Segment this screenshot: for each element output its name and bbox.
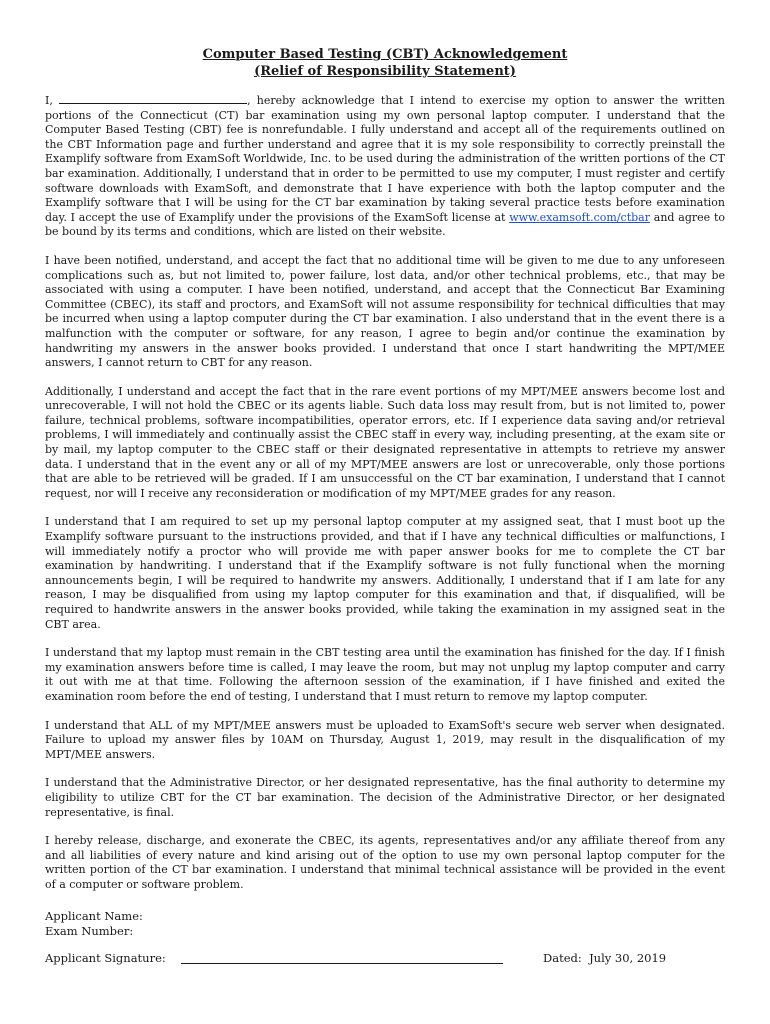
paragraph-text-end: and agree to be bound by its terms and conditions, which are listed on their website.: [45, 210, 725, 239]
paragraph-laptop-area: I understand that my laptop must remain in the CBT testing area until the examination has finished for the day. If I finish my examination answers before time is called, I may leave the room, but may not unplug my laptop computer and carry it out with me at that time. Following the afternoon session of the examination, if I have finished and exited the examination room before the end of testing, I understand that I must return to remove my laptop computer.: [45, 646, 725, 703]
signature-line: [181, 963, 503, 964]
signature-row: [45, 951, 725, 967]
dated-value: July 30, 2019: [589, 950, 667, 965]
applicant-name-label: Applicant Name:: [45, 908, 143, 923]
document-subtitle: (Relief of Responsibility Statement): [254, 64, 516, 79]
paragraph-text-start: I,: [45, 94, 60, 107]
document-body: [45, 93, 725, 893]
paragraph-text-middle: , hereby acknowledge that I intend to exercise my option to answer the written portions of the Connecticut (CT) bar examination using my own personal laptop computer. I understand that the Computer Based Testing (CBT) fee is nonrefundable. I fully understand and accept all of the requirements outlined on the CBT Information page and further understand and agree that it is my sole responsibility to correctly preinstall the Examplify software from ExamSoft Worldwide, Inc. to be used during the administration of the written portions of the CT bar examination. Additionally, I understand that in order to be permitted to use my computer, I must register and certify software downloads with ExamSoft, and demonstrate that I have experience with both the laptop computer and the Examplify software that I will be using for the CT bar examination by taking several practice tests before examination day. I accept the use of Examplify under the provisions of the ExamSoft license at: [45, 94, 726, 224]
paragraph-data-loss: Additionally, I understand and accept the fact that in the rare event portions of my MPT/MEE answers become lost and unrecoverable, I will not hold the CBEC or its agents liable. Such data loss may result from, but is not limited to, power failure, technical problems, software incompatibilities, operator errors, etc. If I experience data saving and/or retrieval problems, I will immediately and continually assist the CBEC staff in every way, including presenting, at the exam site or by mail, my laptop computer to the CBEC staff or their designated representative in attempts to retrieve my answer data. I understand that in the event any or all of my MPT/MEE answers are lost or unrecoverable, only those portions that are able to be retrieved will be graded. If I am unsuccessful on the CT bar examination, I understand that I cannot request, nor will I receive any reconsideration or modification of my MPT/MEE grades for any reason.: [45, 384, 725, 500]
applicant-fields: [45, 909, 725, 939]
dated-label: Dated:: [543, 950, 582, 965]
name-blank-line: [59, 93, 247, 104]
paragraph-setup: I understand that I am required to set up my personal laptop computer at my assigned seat, that I must boot up the Examplify software pursuant to the instructions provided, and that if I have any technical difficulties or malfunctions, I will immediately notify a proctor who will provide me with paper answer books for me to complete the CT bar examination by handwriting. I understand that if the Examplify software is not fully functional when the morning announcements begin, I will be required to handwrite my answers. Additionally, I understand that if I am late for any reason, I may be disqualified from using my laptop computer for this examination and that, if disqualified, will be required to handwrite answers in the answer books provided, while taking the examination in my assigned seat in the CBT area.: [45, 515, 725, 631]
signature-label: Applicant Signature:: [45, 950, 166, 965]
paragraph-no-additional-time: I have been notified, understand, and accept the fact that no additional time will be given to me due to any unforeseen complications such as, but not limited to, power failure, lost data, and/or other technical problems, etc., that may be associated with using a computer. I have been notified, understand, and accept that the Connecticut Bar Examining Committee (CBEC), its staff and proctors, and ExamSoft will not assume responsibility for technical difficulties that may be incurred when using a laptop computer during the CT bar examination. I also understand that in the event there is a malfunction with the computer or software, for any reason, I agree to begin and/or continue the examination by handwriting my answers in the answer books provided. I understand that once I start handwriting the MPT/MEE answers, I cannot return to CBT for any reason.: [45, 253, 725, 370]
exam-number-label: Exam Number:: [45, 923, 134, 938]
dated-field: [543, 951, 666, 965]
document-page: [45, 46, 725, 967]
document-title: Computer Based Testing (CBT) Acknowledgement: [202, 47, 568, 62]
examsoft-link[interactable]: www.examsoft.com/ctbar: [509, 210, 650, 224]
paragraph-acknowledgement: [45, 93, 725, 240]
paragraph-upload: I understand that ALL of my MPT/MEE answers must be uploaded to ExamSoft's secure web server when designated. Failure to upload my answer files by 10AM on Thursday, August 1, 2019, may result in the disqualification of my MPT/MEE answers.: [45, 718, 725, 761]
paragraph-authority: I understand that the Administrative Director, or her designated representative, has the final authority to determine my eligibility to utilize CBT for the CT bar examination. The decision of the Administrative Director, or her designated representative, is final.: [45, 776, 725, 819]
paragraph-release: I hereby release, discharge, and exonerate the CBEC, its agents, representatives and/or any affiliate thereof from any and all liabilities of every nature and kind arising out of the option to use my own personal laptop computer for the written portion of the CT bar examination. I understand that minimal technical assistance will be provided in the event of a computer or software problem.: [45, 834, 725, 891]
